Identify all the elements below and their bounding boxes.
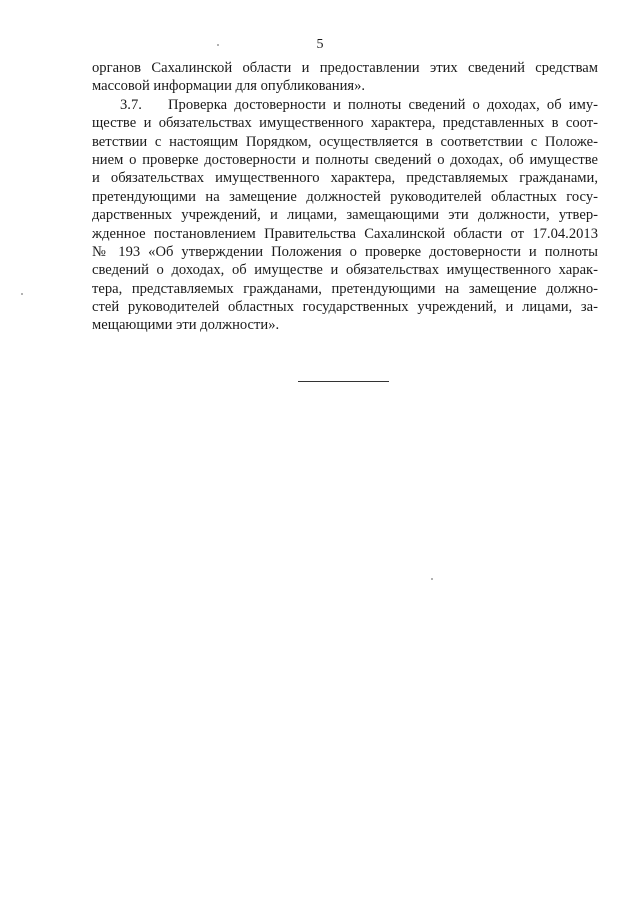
item-first-line-text: Проверка достоверности и полноты сведений о доходах, об иму- — [168, 96, 598, 113]
item-number: 3.7. — [120, 96, 142, 113]
text-line: массовой информации для опубликования». — [92, 78, 366, 95]
text-line: стей руководителей областных государственных учреждений, и лицами, за- — [92, 299, 598, 316]
scan-speck — [21, 293, 23, 295]
text-line: ществе и обязательствах имущественного характера, представленных в соот- — [92, 115, 598, 132]
text-line: и обязательствах имущественного характера, представляемых гражданами, — [92, 170, 598, 187]
text-line: № 193 «Об утверждении Положения о проверке достоверности и полноты — [92, 243, 598, 260]
item-first-line — [92, 96, 598, 114]
text-line: ветствии с настоящим Порядком, осуществляется в соответствии с Положе- — [92, 133, 598, 150]
text-line: жденное постановлением Правительства Сахалинской области от 17.04.2013 — [92, 225, 598, 242]
text-line: нием о проверке достоверности и полноты сведений о доходах, об имуществе — [92, 151, 598, 168]
text-line: сведений о доходах, об имуществе и обязательствах имущественного харак- — [92, 262, 598, 279]
body-text — [92, 59, 598, 335]
scan-speck — [431, 578, 433, 580]
text-line: мещающими эти должности». — [92, 317, 280, 334]
text-line: органов Сахалинской области и предоставлении этих сведений средствам — [92, 60, 598, 76]
end-divider-line — [298, 381, 389, 382]
page-number: 5 — [316, 37, 324, 52]
scan-speck — [217, 44, 219, 46]
text-line: тера, представляемых гражданами, претендующими на замещение должно- — [92, 280, 598, 297]
text-line: дарственных учреждений, и лицами, замещающими эти должности, утвер- — [92, 207, 598, 224]
text-line: претендующими на замещение должностей руководителей областных госу- — [92, 188, 598, 205]
